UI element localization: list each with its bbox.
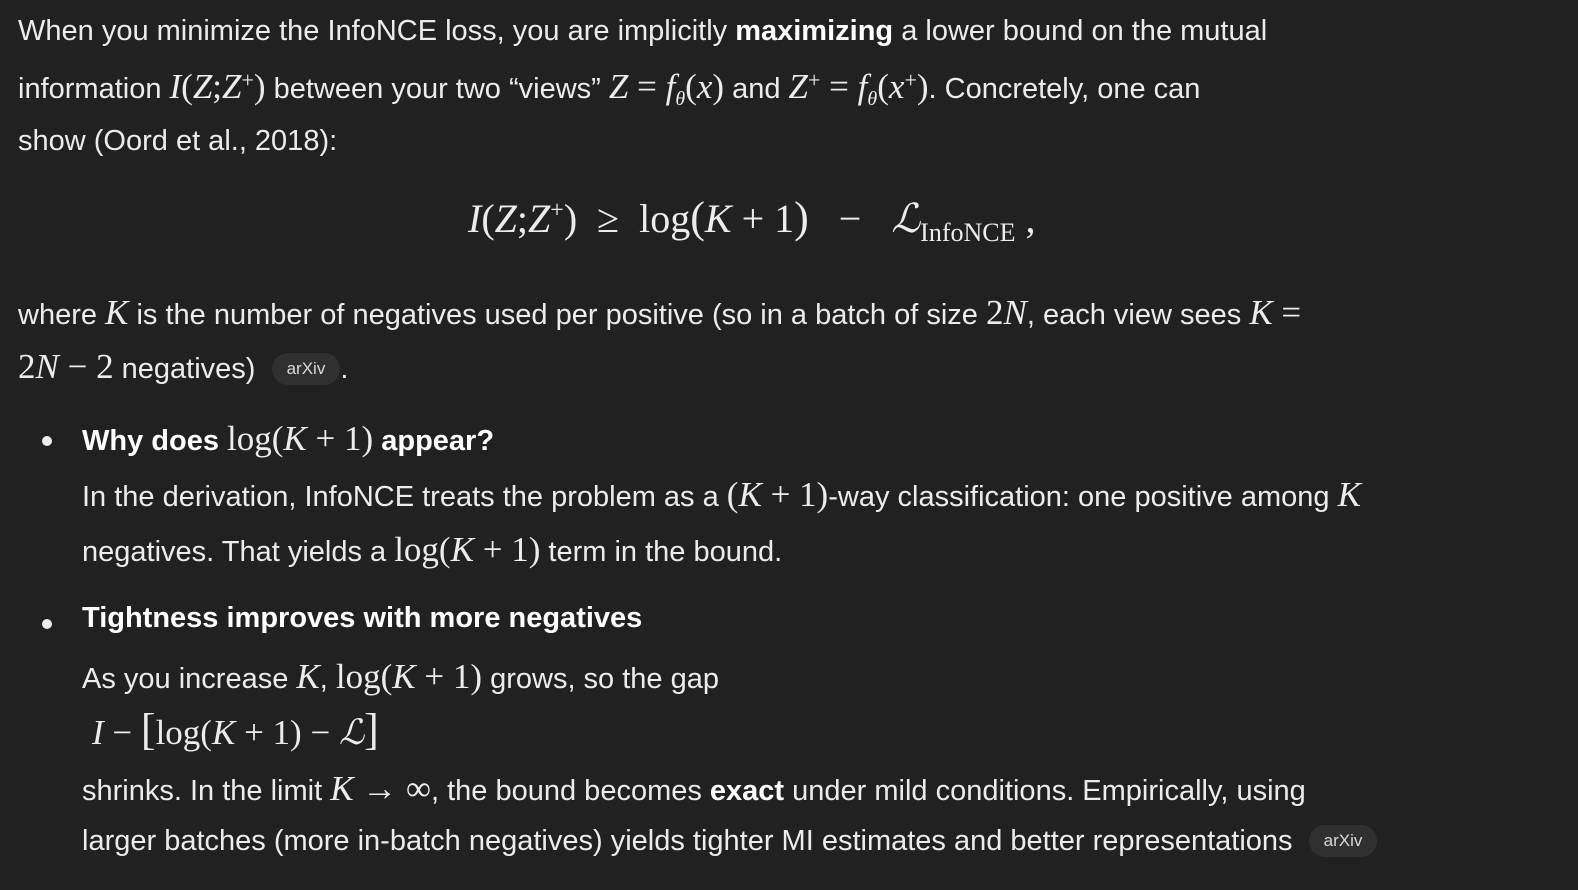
- arxiv-citation-badge[interactable]: arXiv: [1309, 825, 1378, 857]
- paragraph-2-line-1: where K is the number of negatives used per positive (so in a batch of size 2N, each view sees K =: [18, 293, 1302, 332]
- text: , each view sees: [1026, 299, 1250, 331]
- arxiv-citation-badge[interactable]: arXiv: [272, 353, 341, 385]
- bullet-2-title: [82, 601, 642, 636]
- bullet-2-line-1: As you increase K, log(K + 1) grows, so the gap: [82, 657, 720, 696]
- infonce-bound-equation: I(Z;Z+) ≥ log(K + 1) − ℒ$_{InfoNCE}$ ,: [468, 193, 1036, 247]
- bold-text: Tightness improves with more negatives: [82, 602, 643, 634]
- text: ,: [319, 663, 336, 695]
- comma: ,: [1025, 196, 1036, 241]
- bullet-2-line-3: [82, 824, 1377, 859]
- bullet-dot: [42, 436, 52, 446]
- bullet-2-gap-formula: I − [log(K + 1) − ℒ]: [92, 705, 379, 754]
- text: larger batches (more in-batch negatives) yields tighter MI estimates and better representations: [82, 825, 1293, 857]
- loss-symbol: ℒ: [891, 196, 921, 241]
- text: .: [340, 353, 349, 385]
- paragraph-1-line-3: [18, 124, 337, 159]
- paragraph-1-line-1: [18, 14, 1267, 49]
- minus-symbol: −: [838, 196, 862, 241]
- geq-symbol: ≥: [597, 196, 620, 241]
- text: As you increase: [82, 663, 297, 695]
- bullet-dot: [42, 619, 52, 629]
- text: In the derivation, InfoNCE treats the problem as a: [82, 481, 727, 513]
- log-text: log: [639, 196, 691, 241]
- text: . Concretely, one can: [928, 73, 1201, 105]
- bullet-2-line-2: shrinks. In the limit K → ∞, the bound becomes exact under mild conditions. Empirically, using: [82, 769, 1306, 808]
- bold-text: exact: [709, 775, 785, 807]
- text: negatives): [113, 353, 256, 385]
- math-z-def: Z: [608, 67, 629, 106]
- math-mutual-info: I: [169, 67, 182, 106]
- text: When you minimize the InfoNCE loss, you are implicitly: [18, 15, 736, 47]
- loss-subscript: InfoNCE: [920, 218, 1016, 247]
- text: show (Oord et al., 2018):: [18, 125, 338, 157]
- paragraph-2-line-2: 2N − 2 negatives) arXiv .: [18, 347, 349, 386]
- text: negatives. That yields a: [82, 536, 395, 568]
- text: , the bound becomes: [431, 775, 710, 807]
- bullet-1-line-2: negatives. That yields a log(K + 1) term in the bound.: [82, 530, 783, 569]
- text: shrinks. In the limit: [82, 775, 331, 807]
- text: information: [18, 73, 170, 105]
- text: term in the bound.: [540, 536, 783, 568]
- text: between your two “views”: [265, 73, 609, 105]
- bullet-1-line-1: In the derivation, InfoNCE treats the problem as a (K + 1)-way classification: one positive among K: [82, 475, 1361, 514]
- bold-text: Why does: [82, 425, 228, 457]
- paragraph-1-line-2: information I(Z;Z+) between your two “views” $Z = f_\theta(x)$ and $Z^+ = f_\theta(x^+)$. Concretely, one can: [18, 67, 1201, 110]
- bold-text: appear?: [373, 425, 495, 457]
- text: under mild conditions. Empirically, using: [784, 775, 1306, 807]
- text: is the number of negatives used per positive (so in a batch of size: [128, 299, 986, 331]
- text: a lower bound on the mutual: [893, 15, 1268, 47]
- math-zplus-def: Z: [788, 67, 808, 106]
- bold-text: maximizing: [735, 15, 894, 47]
- text: -way classification: one positive among: [828, 481, 1338, 513]
- text: and: [724, 73, 789, 105]
- text: where: [18, 299, 106, 331]
- text: grows, so the gap: [482, 663, 720, 695]
- bullet-1-title: Why does log(K + 1) appear?: [82, 419, 495, 458]
